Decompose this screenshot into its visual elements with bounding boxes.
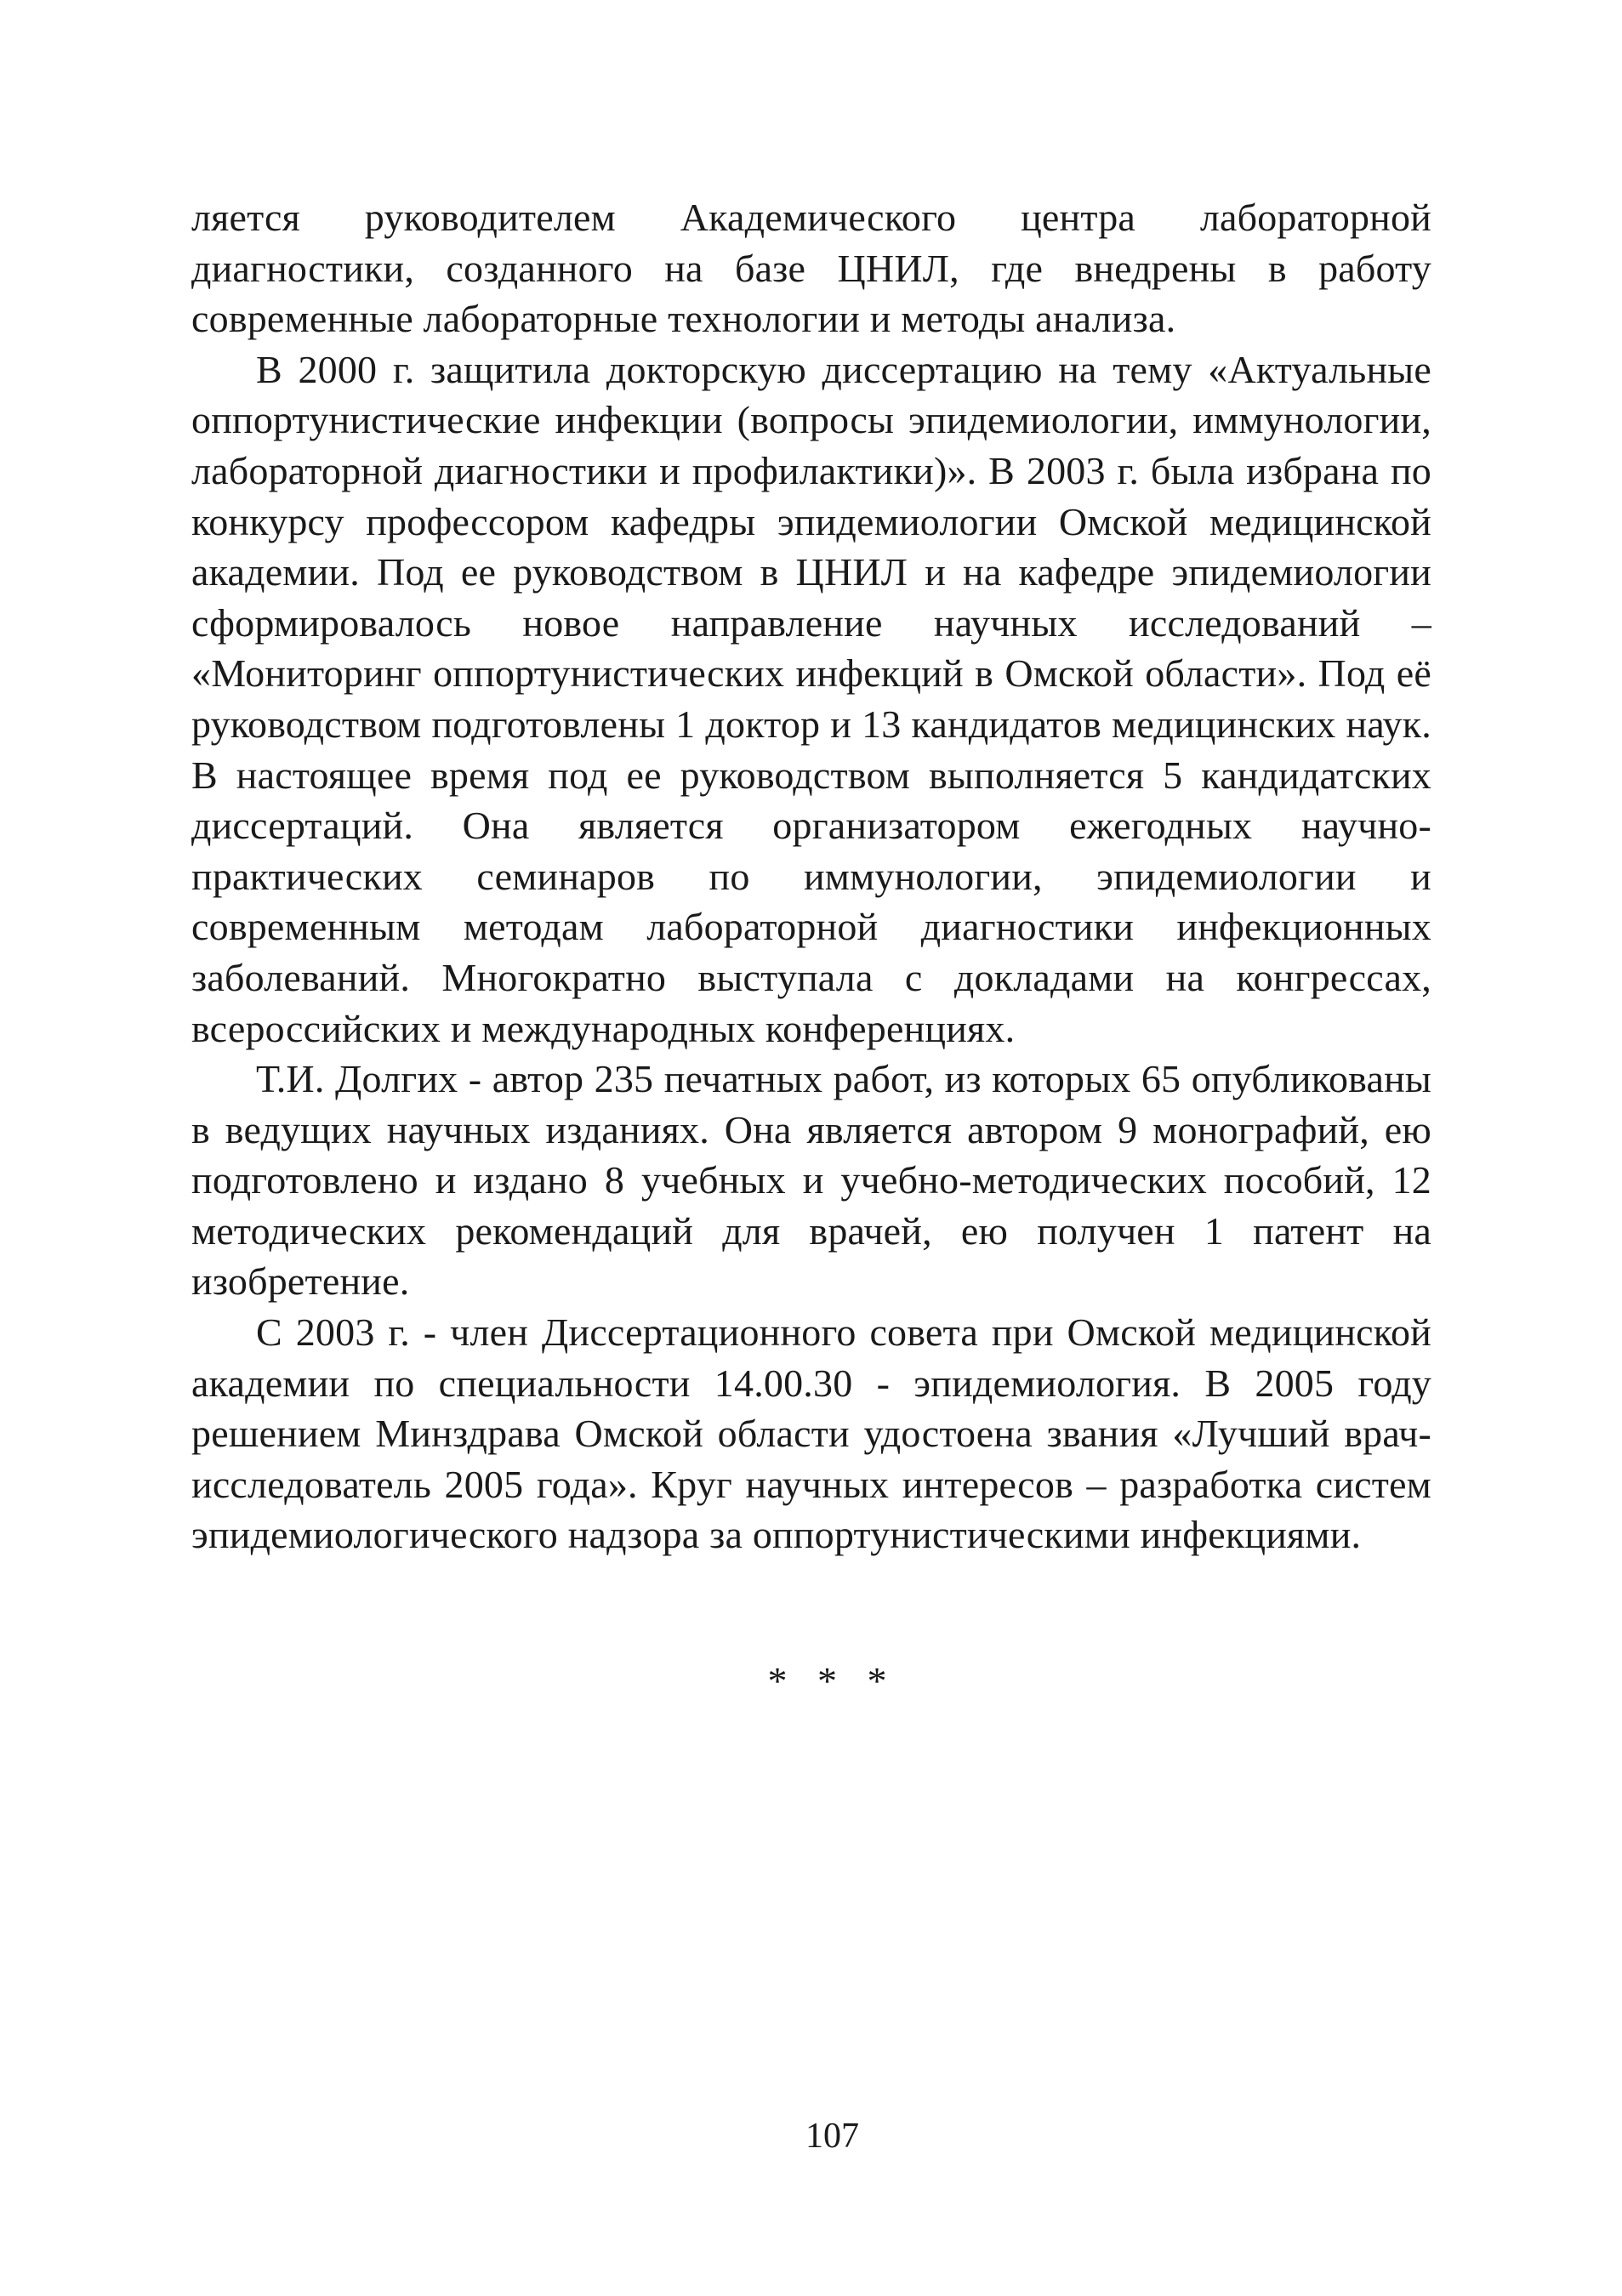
page-number: 107 xyxy=(805,2117,859,2156)
paragraph-4: С 2003 г. - член Диссертационного совета при Омской медицинской академии по специальности 14.00.30 - эпидемиология. В 2005 году решением Минздрава Омской области удостоена звания «Лучший врач-исследователь 2005 года». Круг научных интересов – разработка систем эпидемиологического надзора за оппортунистическими инфекциями. xyxy=(191,1310,1431,1557)
section-separator: * * * xyxy=(767,1659,897,1702)
body-text xyxy=(191,192,1431,1560)
paragraph-1: ляется руководителем Академического центра лабораторной диагностики, созданного на базе ЦНИЛ, где внедрены в работу современные лабораторные технологии и методы анализа. xyxy=(191,196,1431,341)
paragraph-2: В 2000 г. защитила докторскую диссертацию на тему «Актуальные оппортунистические инфекции (вопросы эпидемиологии, иммунологии, лабораторной диагностики и профилактики)». В 2003 г. была избрана по конкурсу профессором кафедры эпидемиологии Омской медицинской академии. Под ее руководством в ЦНИЛ и на кафедре эпидемиологии сформировалось новое направление научных исследований – «Мониторинг оппортунистических инфекций в Омской области». Под её руководством подготовлены 1 доктор и 13 кандидатов медицинских наук. В настоящее время под ее руководством выполняется 5 кандидатских диссертаций. Она является организатором ежегодных научно-практических семинаров по иммунологии, эпидемиологии и современным методам лабораторной диагностики инфекционных заболеваний. Многократно выступала с докладами на конгрессах, всероссийских и международных конференциях. xyxy=(191,347,1431,1050)
paragraph-3: Т.И. Долгих - автор 235 печатных работ, из которых 65 опубликованы в ведущих научных изданиях. Она является автором 9 монографий, ею подготовлено и издано 8 учебных и учебно-методических пособий, 12 методических рекомендаций для врачей, ею получен 1 патент на изобретение. xyxy=(191,1057,1431,1304)
